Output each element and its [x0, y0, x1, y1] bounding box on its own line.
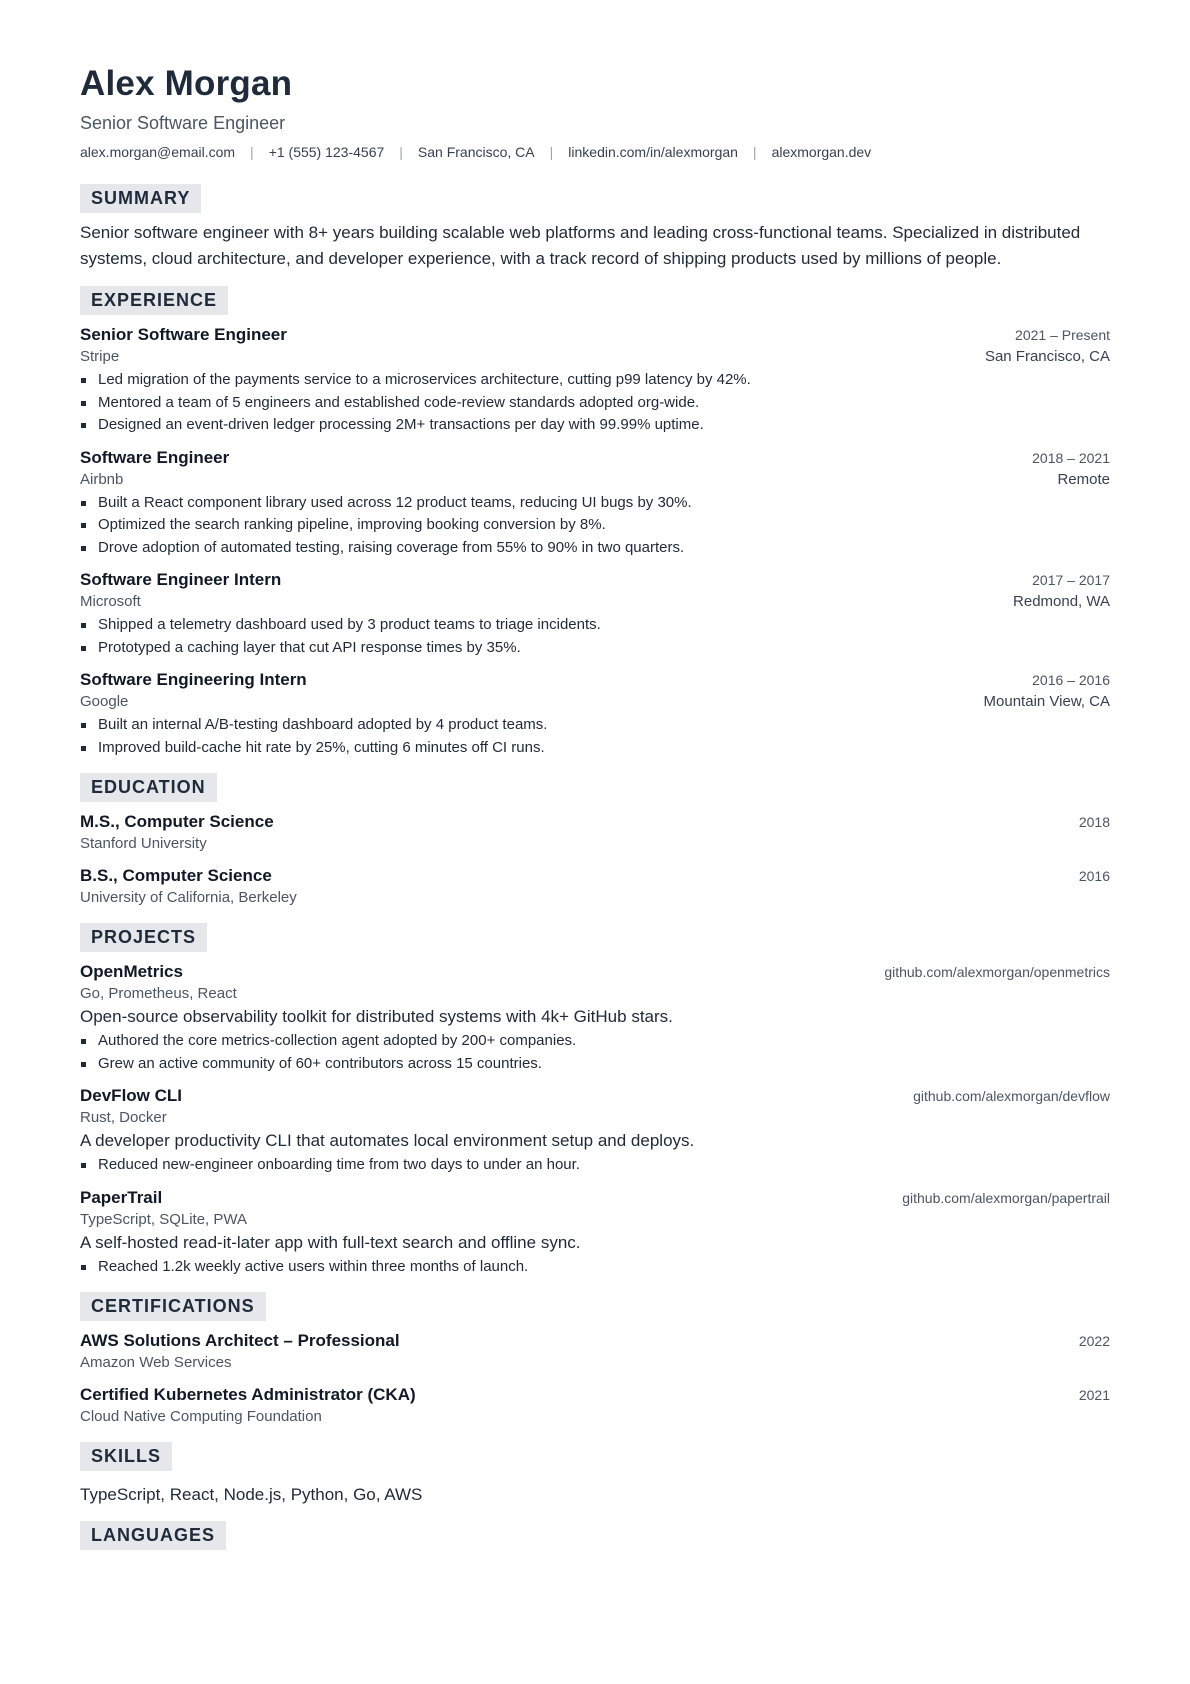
job-bullets [80, 369, 1110, 437]
contact-line [80, 143, 1110, 161]
project-tech: TypeScript, SQLite, PWA [80, 1210, 247, 1228]
job-dates: 2021 – Present [1015, 327, 1110, 343]
project-tech: Rust, Docker [80, 1109, 167, 1126]
job-bullets [80, 614, 1110, 659]
bullet-square-icon [81, 623, 86, 628]
project-name: OpenMetrics [80, 962, 183, 981]
contact-linkedin[interactable]: linkedin.com/in/alexmorgan [568, 144, 738, 160]
contact-phone[interactable]: +1 (555) 123-4567 [268, 144, 385, 160]
project-description: A developer productivity CLI that automates local environment setup and deploys. [80, 1131, 695, 1150]
bullet-item [80, 1053, 1110, 1076]
job-bullets [80, 714, 1110, 759]
project-name: DevFlow CLI [80, 1086, 183, 1105]
project-entry [80, 1085, 1110, 1177]
experience-entry [80, 447, 1110, 560]
bullet-item [80, 492, 1110, 515]
job-dates: 2018 – 2021 [1032, 449, 1110, 466]
project-link[interactable]: github.com/alexmorgan/devflow [913, 1088, 1110, 1104]
degree-year: 2018 [1078, 814, 1110, 830]
degree-title: B.S., Computer Science [80, 866, 272, 885]
section-heading-experience: EXPERIENCE [80, 286, 228, 315]
bullet-square-icon [81, 646, 86, 651]
bullet-square-icon [81, 378, 86, 383]
bullet-square-icon [81, 723, 86, 728]
bullet-text: Grew an active community of 60+ contributors across 15 countries. [98, 1054, 542, 1072]
job-company: Google [80, 693, 129, 710]
job-company: Airbnb [80, 470, 124, 488]
contact-separator: | [752, 144, 757, 160]
experience-section [80, 286, 1110, 759]
bullet-item [80, 714, 1110, 737]
contact-separator: | [549, 144, 554, 160]
bullet-item [80, 1256, 1110, 1279]
skills-section [80, 1442, 1110, 1507]
bullet-text: Reached 1.2k weekly active users within three months of launch. [98, 1257, 529, 1275]
bullet-square-icon [81, 423, 86, 428]
project-link[interactable]: github.com/alexmorgan/papertrail [902, 1189, 1110, 1206]
job-dates: 2016 – 2016 [1032, 672, 1110, 688]
bullet-square-icon [81, 1163, 86, 1168]
experience-entry [80, 569, 1110, 659]
education-entry [80, 811, 1110, 855]
job-location: Remote [1057, 470, 1110, 488]
job-location: Mountain View, CA [983, 693, 1110, 710]
experience-entry [80, 669, 1110, 759]
certification-entry [80, 1384, 1110, 1428]
job-title: Software Engineer Intern [80, 570, 282, 589]
bullet-square-icon [81, 1039, 86, 1044]
bullet-text: Improved build-cache hit rate by 25%, cutting 6 minutes off CI runs. [98, 738, 545, 756]
school-name: University of California, Berkeley [80, 889, 297, 906]
bullet-item [80, 637, 1110, 660]
summary-text: Senior software engineer with 8+ years building scalable web platforms and leading cross-functional teams. Specialized in distributed systems, cloud architecture, and developer experience, with a track record of shipping products used by millions of people. [80, 223, 1081, 268]
project-description: A self-hosted read-it-later app with full-text search and offline sync. [80, 1232, 581, 1252]
contact-email[interactable]: alex.morgan@email.com [80, 144, 236, 160]
resume-header [80, 64, 1110, 161]
job-location: San Francisco, CA [984, 348, 1110, 365]
section-heading-summary: SUMMARY [80, 184, 201, 213]
bullet-item [80, 414, 1110, 437]
job-company: Stripe [80, 348, 120, 365]
certification-year: 2022 [1078, 1333, 1110, 1349]
bullet-item [80, 537, 1110, 560]
bullet-text: Designed an event-driven ledger processing 2M+ transactions per day with 99.99% uptime. [98, 416, 704, 433]
languages-section [80, 1521, 1110, 1550]
bullet-square-icon [81, 546, 86, 551]
section-heading-certifications: CERTIFICATIONS [80, 1292, 266, 1321]
bullet-text: Built an internal A/B-testing dashboard adopted by 4 product teams. [98, 716, 548, 733]
contact-website[interactable]: alexmorgan.dev [771, 144, 872, 160]
bullet-text: Optimized the search ranking pipeline, improving booking conversion by 8%. [98, 516, 606, 533]
bullet-item [80, 1030, 1110, 1053]
bullet-item [80, 392, 1110, 415]
degree-title: M.S., Computer Science [80, 812, 274, 831]
project-entry [80, 1187, 1110, 1279]
projects-section [80, 923, 1110, 1278]
certification-year: 2021 [1078, 1387, 1110, 1403]
contact-separator: | [250, 144, 254, 160]
section-heading-skills: SKILLS [80, 1442, 172, 1471]
bullet-item [80, 614, 1110, 637]
section-heading-projects: PROJECTS [80, 923, 207, 952]
bullet-item [80, 1154, 1110, 1177]
bullet-square-icon [81, 1062, 86, 1067]
certifications-section [80, 1292, 1110, 1428]
bullet-text: Reduced new-engineer onboarding time from two days to under an hour. [98, 1156, 580, 1173]
contact-location: San Francisco, CA [417, 144, 535, 160]
degree-year: 2016 [1078, 868, 1110, 884]
skills-text: TypeScript, React, Node.js, Python, Go, AWS [80, 1485, 423, 1504]
summary-section [80, 184, 1110, 272]
job-title: Senior Software Engineer [80, 325, 287, 344]
section-heading-education: EDUCATION [80, 773, 217, 802]
bullet-text: Shipped a telemetry dashboard used by 3 product teams to triage incidents. [98, 616, 601, 633]
project-bullets [80, 1154, 1110, 1177]
certification-issuer: Amazon Web Services [80, 1354, 232, 1371]
job-title: Software Engineer [80, 447, 230, 467]
project-description: Open-source observability toolkit for distributed systems with 4k+ GitHub stars. [80, 1007, 673, 1026]
certification-issuer: Cloud Native Computing Foundation [80, 1408, 322, 1425]
project-name: PaperTrail [80, 1187, 163, 1207]
education-entry [80, 865, 1110, 909]
certification-entry [80, 1330, 1110, 1374]
project-entry [80, 961, 1110, 1075]
contact-separator: | [399, 144, 403, 160]
bullet-square-icon [81, 401, 86, 406]
bullet-text: Mentored a team of 5 engineers and established code-review standards adopted org-wide. [98, 393, 700, 411]
bullet-text: Built a React component library used across 12 product teams, reducing UI bugs by 30%. [98, 493, 692, 511]
candidate-headline: Senior Software Engineer [80, 113, 286, 133]
bullet-text: Prototyped a caching layer that cut API response times by 35%. [98, 638, 521, 656]
certification-name: Certified Kubernetes Administrator (CKA) [80, 1385, 416, 1404]
job-dates: 2017 – 2017 [1032, 572, 1110, 588]
job-company: Microsoft [80, 593, 141, 610]
job-location: Redmond, WA [1013, 593, 1110, 610]
bullet-text: Led migration of the payments service to a microservices architecture, cutting p99 latency by 42%. [98, 371, 751, 388]
bullet-text: Drove adoption of automated testing, raising coverage from 55% to 90% in two quarters. [98, 538, 685, 556]
project-bullets [80, 1256, 1110, 1279]
bullet-square-icon [81, 746, 86, 751]
candidate-name: Alex Morgan [80, 64, 293, 103]
school-name: Stanford University [80, 835, 207, 852]
project-bullets [80, 1030, 1110, 1075]
bullet-item [80, 737, 1110, 760]
job-bullets [80, 492, 1110, 560]
education-section [80, 773, 1110, 909]
job-title: Software Engineering Intern [80, 670, 307, 689]
bullet-square-icon [81, 501, 86, 506]
section-heading-languages: LANGUAGES [80, 1521, 226, 1550]
bullet-text: Authored the core metrics-collection agent adopted by 200+ companies. [98, 1032, 577, 1049]
bullet-square-icon [81, 523, 86, 528]
project-tech: Go, Prometheus, React [80, 985, 237, 1002]
bullet-item [80, 369, 1110, 392]
bullet-square-icon [81, 1265, 86, 1270]
project-link[interactable]: github.com/alexmorgan/openmetrics [884, 964, 1110, 980]
certification-name: AWS Solutions Architect – Professional [80, 1331, 400, 1350]
bullet-item [80, 514, 1110, 537]
experience-entry [80, 324, 1110, 437]
